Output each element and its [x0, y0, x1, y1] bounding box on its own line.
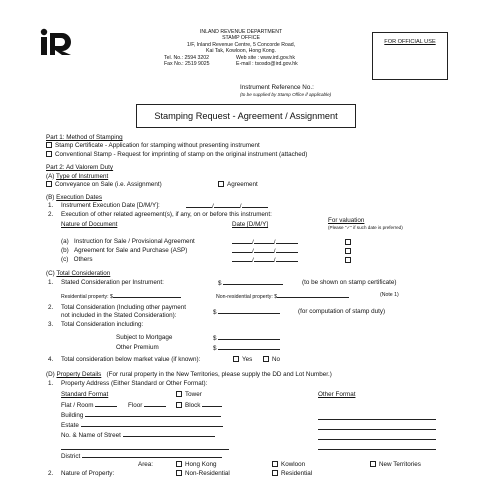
row-c-date-field[interactable]: / / — [232, 256, 298, 264]
c2-label-line-1: Total Consideration (Including other payment — [61, 304, 186, 311]
c1-label: Stated Consideration per Instrument: — [61, 279, 164, 286]
other-premium-field[interactable]: $ — [213, 344, 280, 352]
conveyance-on-sale-option[interactable]: Conveyance on Sale (i.e. Assignment) — [46, 181, 162, 188]
residential-checkbox[interactable] — [272, 470, 278, 476]
row-b-valuation-checkbox[interactable] — [345, 248, 351, 254]
ird-logo — [40, 28, 74, 56]
part2-heading: Part 2: Ad Valorem Duty — [46, 164, 114, 171]
official-use-label: FOR OFFICIAL USE — [384, 39, 436, 45]
yes-checkbox[interactable] — [233, 356, 239, 362]
row-a-valuation-checkbox[interactable] — [345, 239, 351, 245]
row-a: (a) Instruction for Sale / Provisional Agreement — [61, 238, 195, 245]
c2-note: (for computation of stamp duty) — [298, 308, 386, 315]
department-name: INLAND REVENUE DEPARTMENT — [199, 29, 283, 35]
hong-kong-checkbox[interactable] — [176, 461, 182, 467]
execution-date-field[interactable]: / / — [186, 202, 268, 210]
estate-field[interactable]: Estate — [61, 421, 223, 429]
header-block — [150, 29, 332, 55]
row-b-date-field[interactable]: / / — [232, 247, 298, 255]
other-premium-label: Other Premium — [116, 344, 159, 351]
district-field[interactable]: District — [61, 452, 222, 460]
other-format-label: Other Format — [318, 391, 356, 398]
tel-number: Tel. No.: 2594 3202 — [164, 55, 209, 61]
non-residential-consideration-field[interactable]: Non-residential property: $ — [216, 292, 349, 300]
floor-field[interactable]: Floor — [128, 401, 166, 409]
tower-option[interactable]: Tower — [176, 391, 202, 398]
residential-consideration-field[interactable]: Residential property: $ — [61, 292, 181, 300]
d2-label: Nature of Property: — [61, 470, 115, 477]
col-for-valuation: For valuation — [328, 217, 365, 224]
address-line-1: 1/F, Inland Revenue Centre, 5 Concorde Road, — [186, 41, 296, 48]
new-territories-checkbox[interactable] — [370, 461, 376, 467]
form-title: Stamping Request - Agreement / Assignment — [154, 111, 338, 121]
stated-consideration-field[interactable]: $ — [218, 279, 283, 287]
c2-number: 2. — [48, 304, 54, 311]
no-checkbox[interactable] — [263, 356, 269, 362]
standard-format-label: Standard Format — [61, 391, 109, 398]
conveyance-checkbox[interactable] — [46, 181, 52, 187]
d1-number: 1. — [48, 380, 54, 387]
part1-heading: Part 1: Method of Stamping — [46, 134, 123, 141]
col-valuation-note: (Please "✓" if such date is preferred) — [328, 225, 403, 230]
note-1: (Note 1) — [380, 292, 399, 298]
d1-label: Property Address (Either Standard or Other Format): — [61, 380, 208, 387]
stamp-certificate-checkbox[interactable] — [46, 142, 52, 148]
d2-number: 2. — [48, 470, 54, 477]
other-format-line-3[interactable] — [318, 434, 436, 440]
website: Web site : www.ird.gov.hk — [236, 55, 295, 61]
instrument-ref-note: (to be supplied by Stamp Office if applicable) — [240, 92, 332, 97]
b2-number: 2. — [48, 211, 54, 218]
col-nature-of-document: Nature of Document — [61, 221, 118, 228]
other-format-line-2[interactable] — [318, 424, 436, 430]
block-option[interactable]: Block — [176, 401, 222, 409]
part1-option-conventional-stamp[interactable]: Conventional Stamp - Request for imprinting of stamp on the original instrument (attached) — [46, 151, 307, 158]
other-format-line-1[interactable] — [318, 414, 436, 420]
c4-label: Total consideration below market value (if known): — [61, 356, 201, 363]
below-market-no-option[interactable]: No — [263, 356, 280, 363]
office-name: STAMP OFFICE — [222, 35, 260, 42]
residential-option[interactable]: Residential — [272, 470, 312, 477]
row-c-valuation-checkbox[interactable] — [345, 257, 351, 263]
row-c: (c) Others — [61, 256, 93, 263]
email: E-mail : tsosdo@ird.gov.hk — [236, 61, 298, 67]
row-a-date-field[interactable]: / / — [232, 238, 298, 246]
kowloon-checkbox[interactable] — [272, 461, 278, 467]
non-residential-option[interactable]: Non-Residential — [176, 470, 230, 477]
c1-number: 1. — [48, 279, 54, 286]
b2-label: Execution of other related agreement(s), if any, on or before this instrument: — [61, 211, 272, 218]
form-title-box — [136, 104, 356, 128]
conventional-stamp-checkbox[interactable] — [46, 151, 52, 157]
building-field[interactable]: Building — [61, 411, 221, 419]
b1-number: 1. — [48, 202, 54, 209]
address-line-2: Kai Tak, Kowloon, Hong Kong. — [206, 48, 276, 55]
area-hong-kong-option[interactable]: Hong Kong — [176, 461, 217, 468]
flat-room-field[interactable]: Flat / Room — [61, 401, 117, 409]
section-d-title: (D) Property Details (For rural property in the New Territories, please supply the DD and Lot Number.) — [46, 371, 332, 378]
tower-checkbox[interactable] — [176, 391, 182, 397]
fax-number: Fax No.: 2519 9025 — [164, 61, 210, 67]
c3-number: 3. — [48, 321, 54, 328]
non-residential-checkbox[interactable] — [176, 470, 182, 476]
c1-note: (to be shown on stamp certificate) — [302, 279, 397, 286]
street-field[interactable]: No. & Name of Street — [61, 431, 215, 439]
subject-to-mortgage-label: Subject to Mortgage — [116, 334, 173, 341]
area-kowloon-option[interactable]: Kowloon — [272, 461, 305, 468]
c3-label: Total Consideration including: — [61, 321, 144, 328]
instrument-ref-label: Instrument Reference No.: — [240, 84, 314, 91]
part1-option-stamp-certificate[interactable]: Stamp Certificate - Application for stamping without presenting instrument — [46, 142, 260, 149]
official-use-box — [372, 32, 448, 80]
b1-label: Instrument Execution Date [D/M/Y]: — [61, 202, 160, 209]
row-b: (b) Agreement for Sale and Purchase (ASP) — [61, 247, 188, 254]
c2-label-line-2: not included in the Stated Consideration): — [61, 312, 177, 319]
area-label: Area: — [138, 461, 154, 468]
col-date: Date [D/M/Y] — [232, 221, 269, 228]
block-checkbox[interactable] — [176, 402, 182, 408]
total-consideration-field[interactable]: $ — [213, 308, 280, 316]
mortgage-amount-field[interactable]: $ — [213, 334, 280, 342]
section-a-title: (A) Type of Instrument — [46, 173, 109, 180]
area-new-territories-option[interactable]: New Territories — [370, 461, 421, 468]
section-c-title: (C) Total Consideration — [46, 270, 111, 277]
other-format-line-4[interactable] — [318, 444, 436, 450]
agreement-option[interactable]: Agreement — [218, 181, 258, 188]
street-continuation-line[interactable] — [61, 444, 229, 450]
below-market-yes-option[interactable]: Yes — [233, 356, 252, 363]
section-b-title: (B) Execution Dates — [46, 194, 103, 201]
agreement-checkbox[interactable] — [218, 181, 224, 187]
c4-number: 4. — [48, 356, 54, 363]
